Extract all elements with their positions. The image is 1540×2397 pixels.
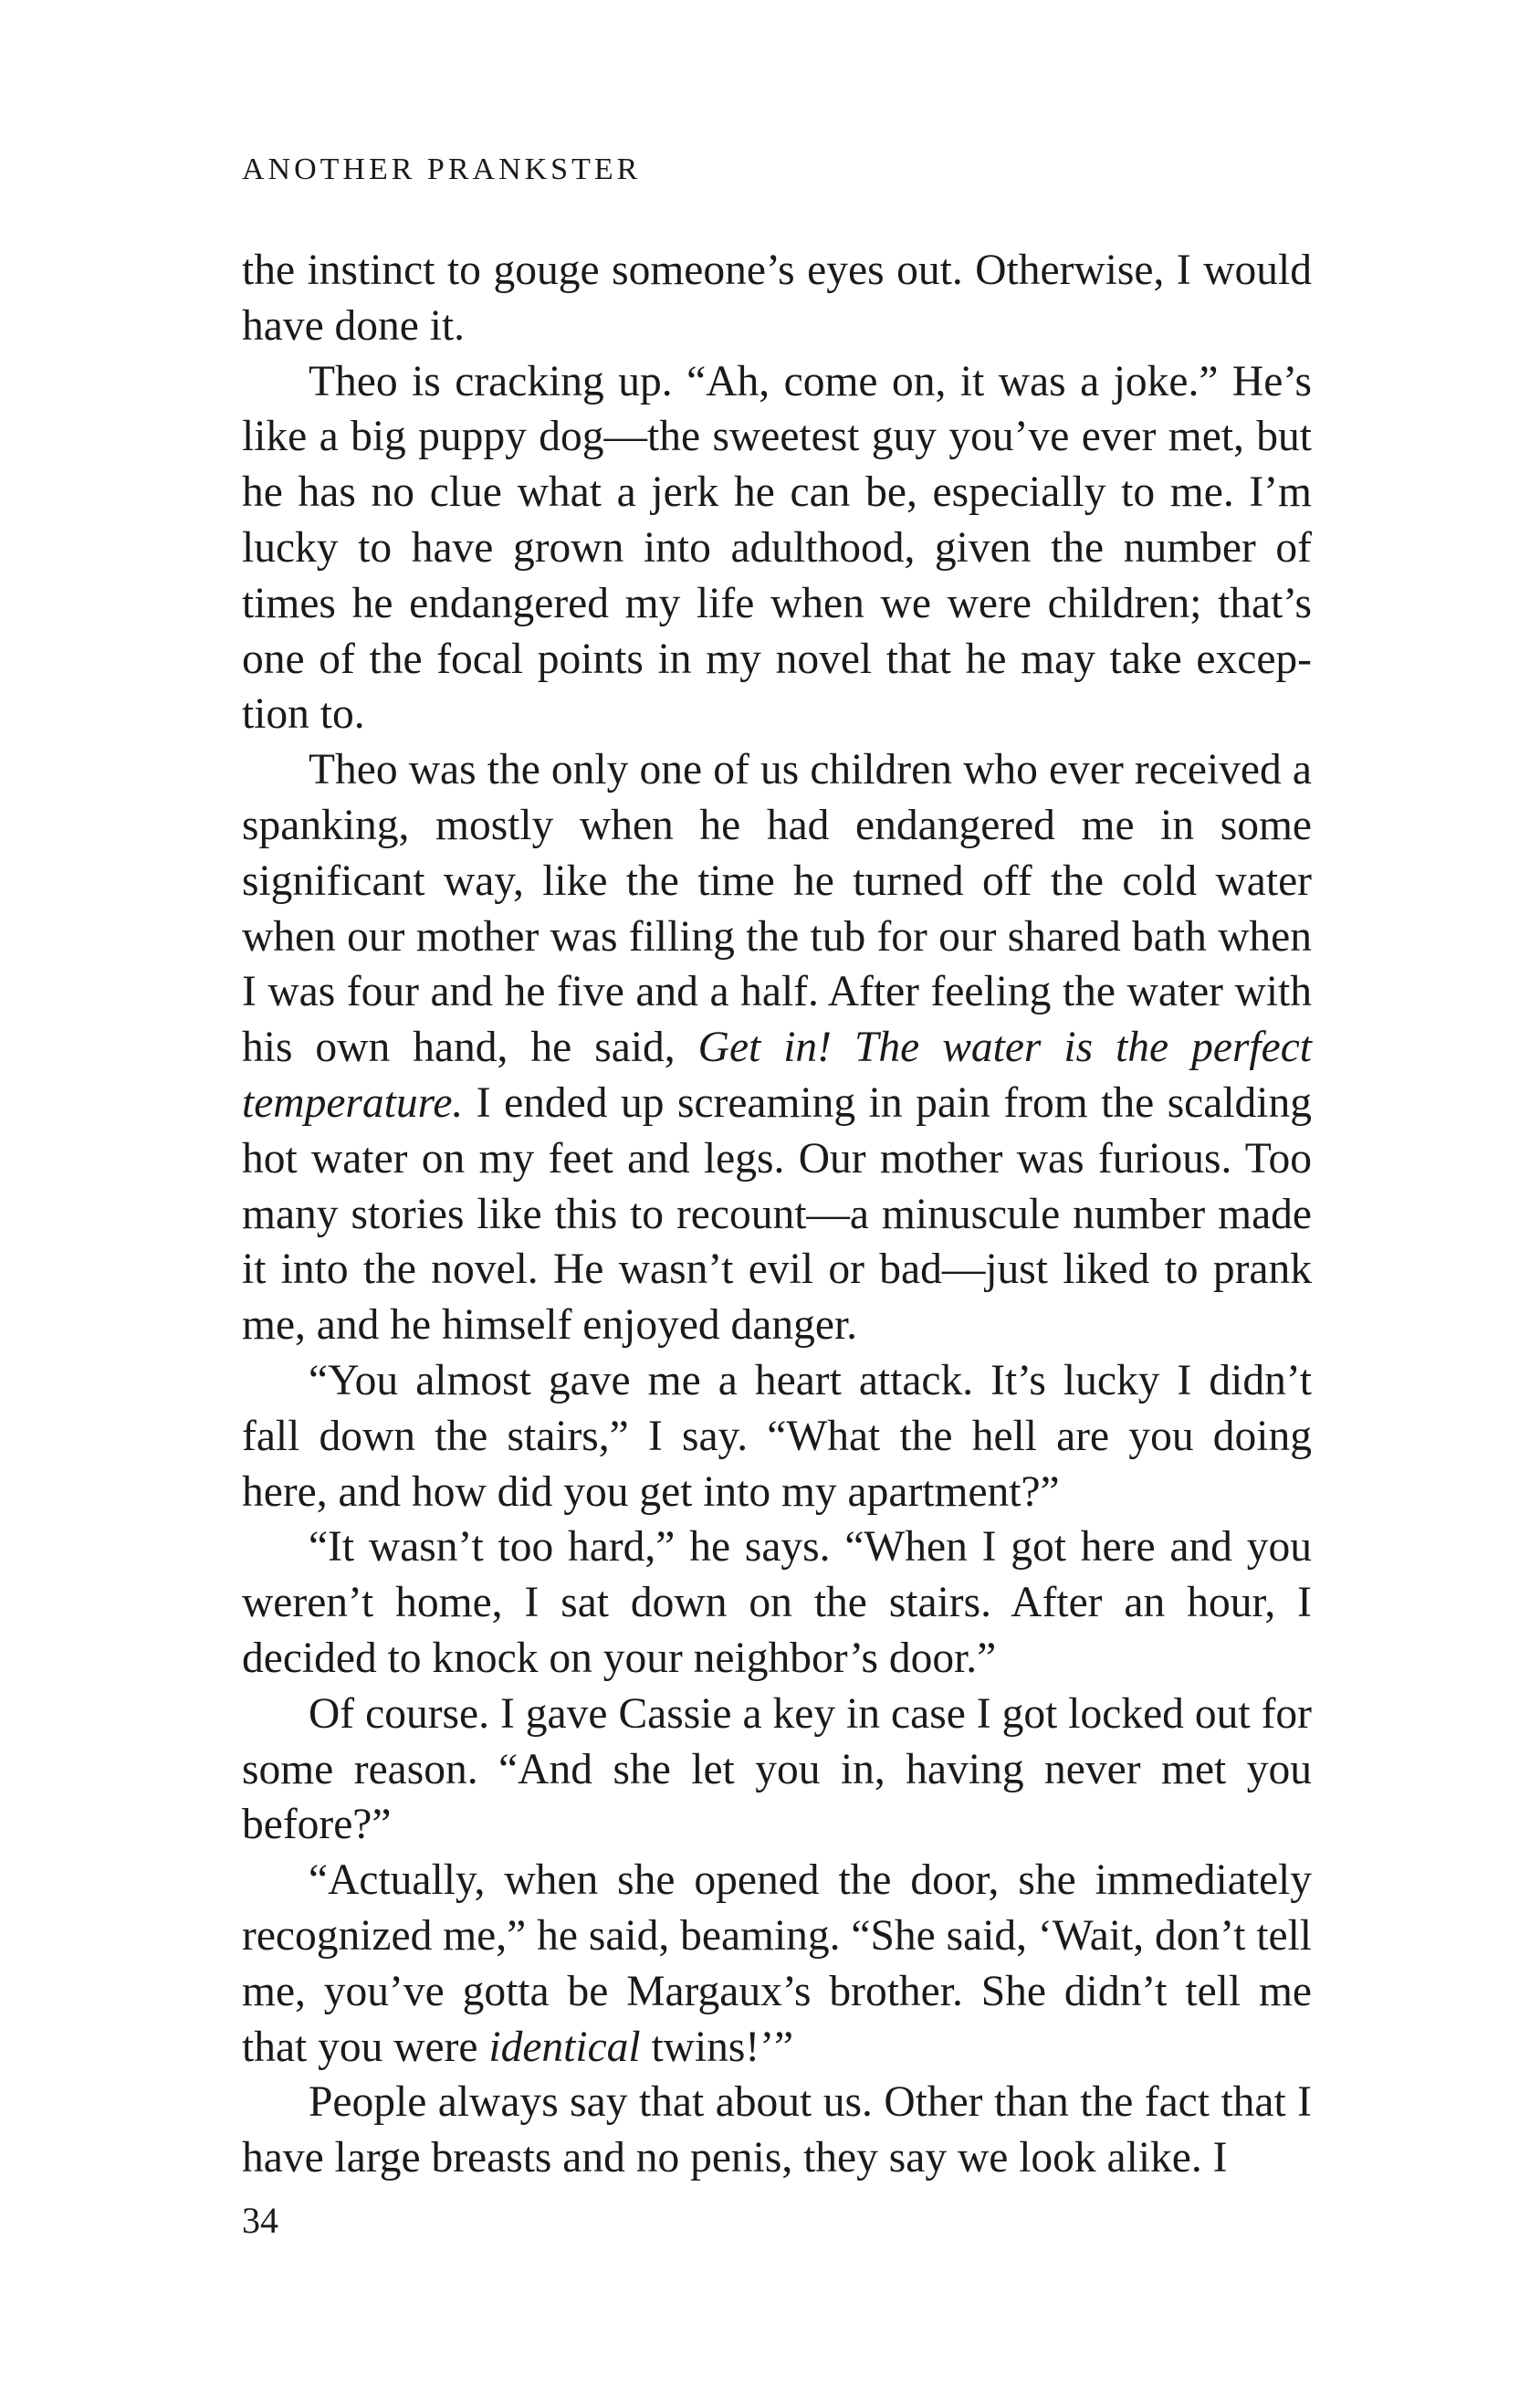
- body-text: [242, 243, 1312, 2186]
- text-run: I ended up screaming in pain from the scalding hot water on my feet and legs. Our mother was furious. Too many stories like this to recount—a minuscule number made it into the novel. He wasn’t evil or bad—just liked to prank me, and he himself enjoyed danger.: [242, 1078, 1312, 1350]
- paragraph: [242, 1853, 1312, 2075]
- page-number: 34: [242, 2200, 278, 2241]
- text-run: the instinct to gouge someone’s eyes out. Otherwise, I would have done it.: [242, 247, 1312, 350]
- running-head: ANOTHER PRANKSTER: [242, 152, 642, 186]
- text-run: “It wasn’t too hard,” he says. “When I got here and you weren’t home, I sat down on the stairs. After an hour, I decided to knock on your neighbor’s door.”: [242, 1523, 1312, 1682]
- italic-text: identical: [488, 2023, 641, 2071]
- text-run: twins!’”: [640, 2023, 794, 2071]
- text-run: Theo was the only one of us children who ever received a spanking, mostly when he had endangered me in some significant way, like the time he turned off the cold water when our mother was filling the tub for our shared bath when I was four and he five and a half. After feeling the water with his own hand, he said,: [242, 746, 1312, 1072]
- text-run: “You almost gave me a heart attack. It’s lucky I didn’t fall down the stairs,” I say. “What the hell are you doing here, and how did you get into my apartment?”: [242, 1356, 1312, 1516]
- text-run: People always say that about us. Other than the fact that I have large breasts and no penis, they say we look alike. I: [242, 2078, 1312, 2182]
- paragraph: [242, 354, 1312, 743]
- italic-text: Get in! The water is the perfect temperature.: [242, 1024, 1312, 1127]
- paragraph: [242, 742, 1312, 1353]
- text-run: Theo is cracking up. “Ah, come on, it was a joke.” He’s like a big puppy dog—the sweetest guy you’ve ever met, but he has no clue what a jerk he can be, especially to me. I’m lucky to have grown into adulthood, given the number of times he endangered my life when we were children; that’s one of the focal points in my novel that he may take exception to.: [242, 357, 1312, 739]
- text-run: Of course. I gave Cassie a key in case I got locked out for some reason. “And she let you in, having never met you before?”: [242, 1689, 1312, 1849]
- paragraph: [242, 1519, 1312, 1686]
- paragraph: [242, 1353, 1312, 1519]
- paragraph: [242, 1687, 1312, 1853]
- paragraph: [242, 243, 1312, 354]
- paragraph: [242, 2075, 1312, 2186]
- text-run: “Actually, when she opened the door, she immediately recognized me,” he said, beaming. “She said, ‘Wait, don’t tell me, you’ve gotta be Margaux’s brother. She didn’t tell me that you were: [242, 1856, 1312, 2071]
